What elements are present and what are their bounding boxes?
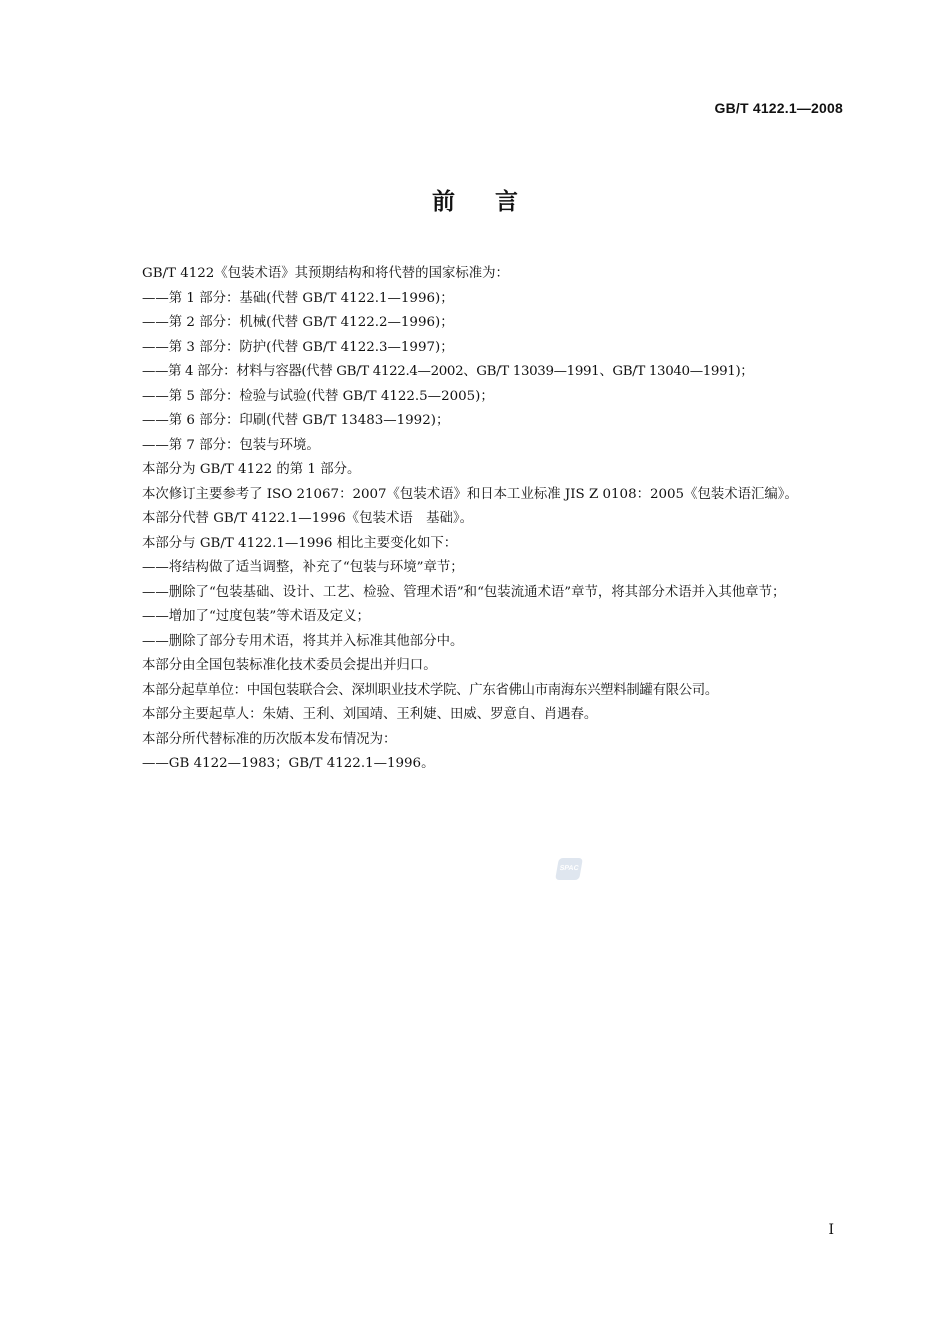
paragraph: 本部分为 GB/T 4122 的第 1 部分。 — [142, 462, 361, 477]
page-number: I — [828, 1222, 834, 1238]
list-item: ——第 3 部分：防护(代替 GB/T 4122.3—1997)； — [142, 339, 454, 355]
page-title: 前言 — [432, 189, 558, 215]
paragraph: 本次修订主要参考了 ISO 21067：2007《包装术语》和日本工业标准 JIS Z 0108：2005《包装术语汇编》。 — [142, 486, 798, 502]
standard-number: GB/T 4122.1—2008 — [714, 100, 843, 116]
paragraph: GB/T 4122《包装术语》其预期结构和将代替的国家标准为： — [142, 266, 509, 281]
list-item: ——第 4 部分：材料与容器(代替 GB/T 4122.4—2002、GB/T 13039—1991、GB/T 13040—1991)； — [142, 364, 754, 379]
list-item: ——第 6 部分：印刷(代替 GB/T 13483—1992)； — [142, 413, 450, 428]
paragraph: 本部分代替 GB/T 4122.1—1996《包装术语 基础》。 — [142, 511, 473, 526]
document-body — [108, 262, 844, 777]
paragraph: 本部分主要起草人：朱婧、王利、刘国靖、王利婕、田威、罗意自、肖遇春。 — [142, 707, 598, 722]
list-item: ——第 2 部分：机械(代替 GB/T 4122.2—1996)； — [142, 315, 454, 330]
list-item: ——GB 4122—1983；GB/T 4122.1—1996。 — [142, 756, 435, 771]
list-item: ——将结构做了适当调整，补充了“包装与环境”章节； — [142, 560, 464, 575]
paragraph: 本部分由全国包装标准化技术委员会提出并归口。 — [142, 658, 437, 673]
list-item: ——删除了部分专用术语，将其并入标准其他部分中。 — [142, 633, 464, 649]
paragraph: 本部分所代替标准的历次版本发布情况为： — [142, 731, 397, 747]
paragraph: 本部分起草单位：中国包装联合会、深圳职业技术学院、广东省佛山市南海东兴塑料制罐有限公司。 — [142, 682, 718, 698]
watermark-logo: SPAC — [555, 858, 583, 880]
list-item: ——第 1 部分：基础(代替 GB/T 4122.1—1996)； — [142, 290, 454, 306]
list-item: ——增加了“过度包装”等术语及定义； — [142, 609, 370, 624]
paragraph: 本部分与 GB/T 4122.1—1996 相比主要变化如下： — [142, 535, 458, 551]
list-item: ——删除了“包装基础、设计、工艺、检验、管理术语”和“包装流通术语”章节，将其部分术语并入其他章节； — [142, 584, 786, 600]
list-item: ——第 5 部分：检验与试验(代替 GB/T 4122.5—2005)； — [142, 388, 494, 404]
list-item: ——第 7 部分：包装与环境。 — [142, 437, 320, 453]
